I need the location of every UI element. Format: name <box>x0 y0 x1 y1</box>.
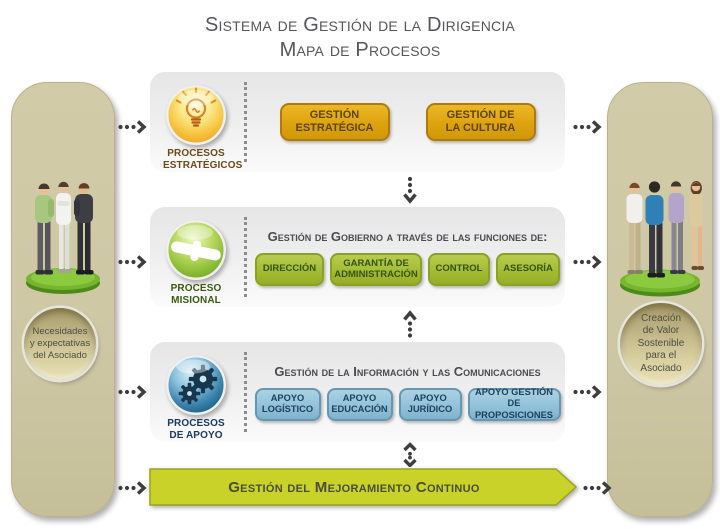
chip-apoyo-logistico <box>255 388 321 421</box>
chip-direccion <box>255 253 324 286</box>
chip-apoyo-gestion-proposiciones <box>468 388 561 421</box>
dotted-separator <box>244 217 247 297</box>
chip-asesoria <box>496 253 560 286</box>
chip-gestion-estrategica <box>280 103 390 141</box>
left-input-pillar <box>11 82 115 517</box>
chip-direccion-label: DIRECCIÓN <box>262 263 317 275</box>
dotted-arrow-up-icon <box>401 310 419 339</box>
chip-proposiciones-line-1: APOYO GESTIÓN <box>474 387 553 398</box>
apoyo-content <box>254 342 561 442</box>
band-label-estrategicos <box>163 148 243 171</box>
apoyo-heading: Gestión de la Información y las Comunicaciones <box>274 363 541 379</box>
band-label-apoyo <box>163 418 229 441</box>
dotted-separator <box>244 82 247 162</box>
estrategicos-content <box>254 72 561 172</box>
right-badge-line-1: Creación <box>640 312 682 324</box>
left-people-illustration <box>18 173 108 303</box>
band-proceso-misional <box>150 207 565 307</box>
chip-apoyo-juridico <box>399 388 462 421</box>
chip-apoyo-educacion <box>327 388 393 421</box>
page-title <box>0 13 720 63</box>
handshake-icon <box>166 220 226 280</box>
banner-mejoramiento-label: Gestión del Mejoramiento Continuo <box>228 478 480 496</box>
dotted-arrow-right-icon <box>116 479 148 497</box>
dotted-arrow-right-icon <box>571 383 603 401</box>
estrategicos-icon-wrap <box>163 85 243 171</box>
dotted-arrow-up-down-icon <box>401 442 419 467</box>
chip-asesoria-label: ASESORÍA <box>503 263 553 275</box>
dotted-arrow-right-icon <box>116 118 148 136</box>
misional-label-line-2: MISIONAL <box>171 294 221 306</box>
right-badge-line-5: Asociado <box>640 362 682 374</box>
chip-garantia-line-2: ADMINISTRACIÓN <box>334 269 418 280</box>
dotted-arrow-right-icon <box>571 253 603 271</box>
right-badge-line-3: Sostenible <box>637 337 685 349</box>
chip-logistico-line-2: LOGÍSTICO <box>261 404 314 414</box>
misional-icon-wrap <box>163 220 229 306</box>
apoyo-label-line-2: DE APOYO <box>169 429 223 441</box>
title-line-2: Mapa de Procesos <box>279 39 441 61</box>
right-badge-line-2: de Valor <box>642 325 680 337</box>
chip-gestion-cultura-line-1: GESTIÓN DE <box>446 108 515 121</box>
dotted-arrow-right-icon <box>116 253 148 271</box>
chip-proposiciones-line-2: DE PROPOSICIONES <box>474 398 553 420</box>
chip-control <box>428 253 490 286</box>
band-procesos-estrategicos <box>150 72 565 172</box>
chip-gestion-cultura-line-2: LA CULTURA <box>445 122 516 134</box>
chip-juridico-line-2: JURÍDICO <box>407 404 453 414</box>
chip-gestion-cultura <box>426 103 536 141</box>
chip-logistico-line-1: APOYO <box>270 392 305 403</box>
dotted-arrow-right-icon <box>581 479 613 497</box>
dotted-arrow-right-icon <box>116 383 148 401</box>
right-badge-line-4: para el <box>645 350 677 362</box>
chip-garantia-line-1: GARANTÍA DE <box>343 257 409 269</box>
chip-gestion-estrategica-line-2: ESTRATÉGICA <box>295 122 374 134</box>
dotted-arrow-right-icon <box>571 118 603 136</box>
apoyo-label-line-1: PROCESOS <box>167 418 225 429</box>
left-badge-line-1: Necesidades <box>32 326 88 338</box>
chip-gestion-estrategica-line-1: GESTIÓN <box>309 108 360 121</box>
estrategicos-label-line-1: PROCESOS <box>167 148 225 159</box>
gears-icon <box>166 355 226 415</box>
apoyo-icon-wrap <box>163 355 229 441</box>
chip-juridico-line-1: APOYO <box>413 392 447 403</box>
lightbulb-icon <box>166 85 226 145</box>
left-pillar-badge <box>24 308 96 380</box>
estrategicos-label-line-2: ESTRATÉGICOS <box>163 159 243 171</box>
left-badge-line-2: y expectativas <box>29 338 91 350</box>
chip-garantia-administracion <box>330 253 422 286</box>
misional-content <box>254 207 561 307</box>
chip-educacion-line-2: EDUCACIÓN <box>331 404 388 414</box>
band-procesos-apoyo <box>150 342 565 442</box>
band-label-misional <box>163 283 229 306</box>
dotted-separator <box>244 352 247 432</box>
right-people-illustration <box>614 171 706 306</box>
left-badge-line-3: del Asociado <box>33 349 87 361</box>
chip-educacion-line-1: APOYO <box>342 392 377 403</box>
chip-control-label: CONTROL <box>435 263 483 275</box>
right-output-pillar <box>607 82 713 517</box>
misional-heading: Gestión de Gobierno a través de las funciones de: <box>267 228 548 244</box>
dotted-arrow-down-icon <box>401 175 419 204</box>
title-line-1: Sistema de Gestión de la Dirigencia <box>205 14 515 36</box>
right-pillar-badge <box>620 303 702 385</box>
misional-label-line-1: PROCESO <box>170 283 222 294</box>
